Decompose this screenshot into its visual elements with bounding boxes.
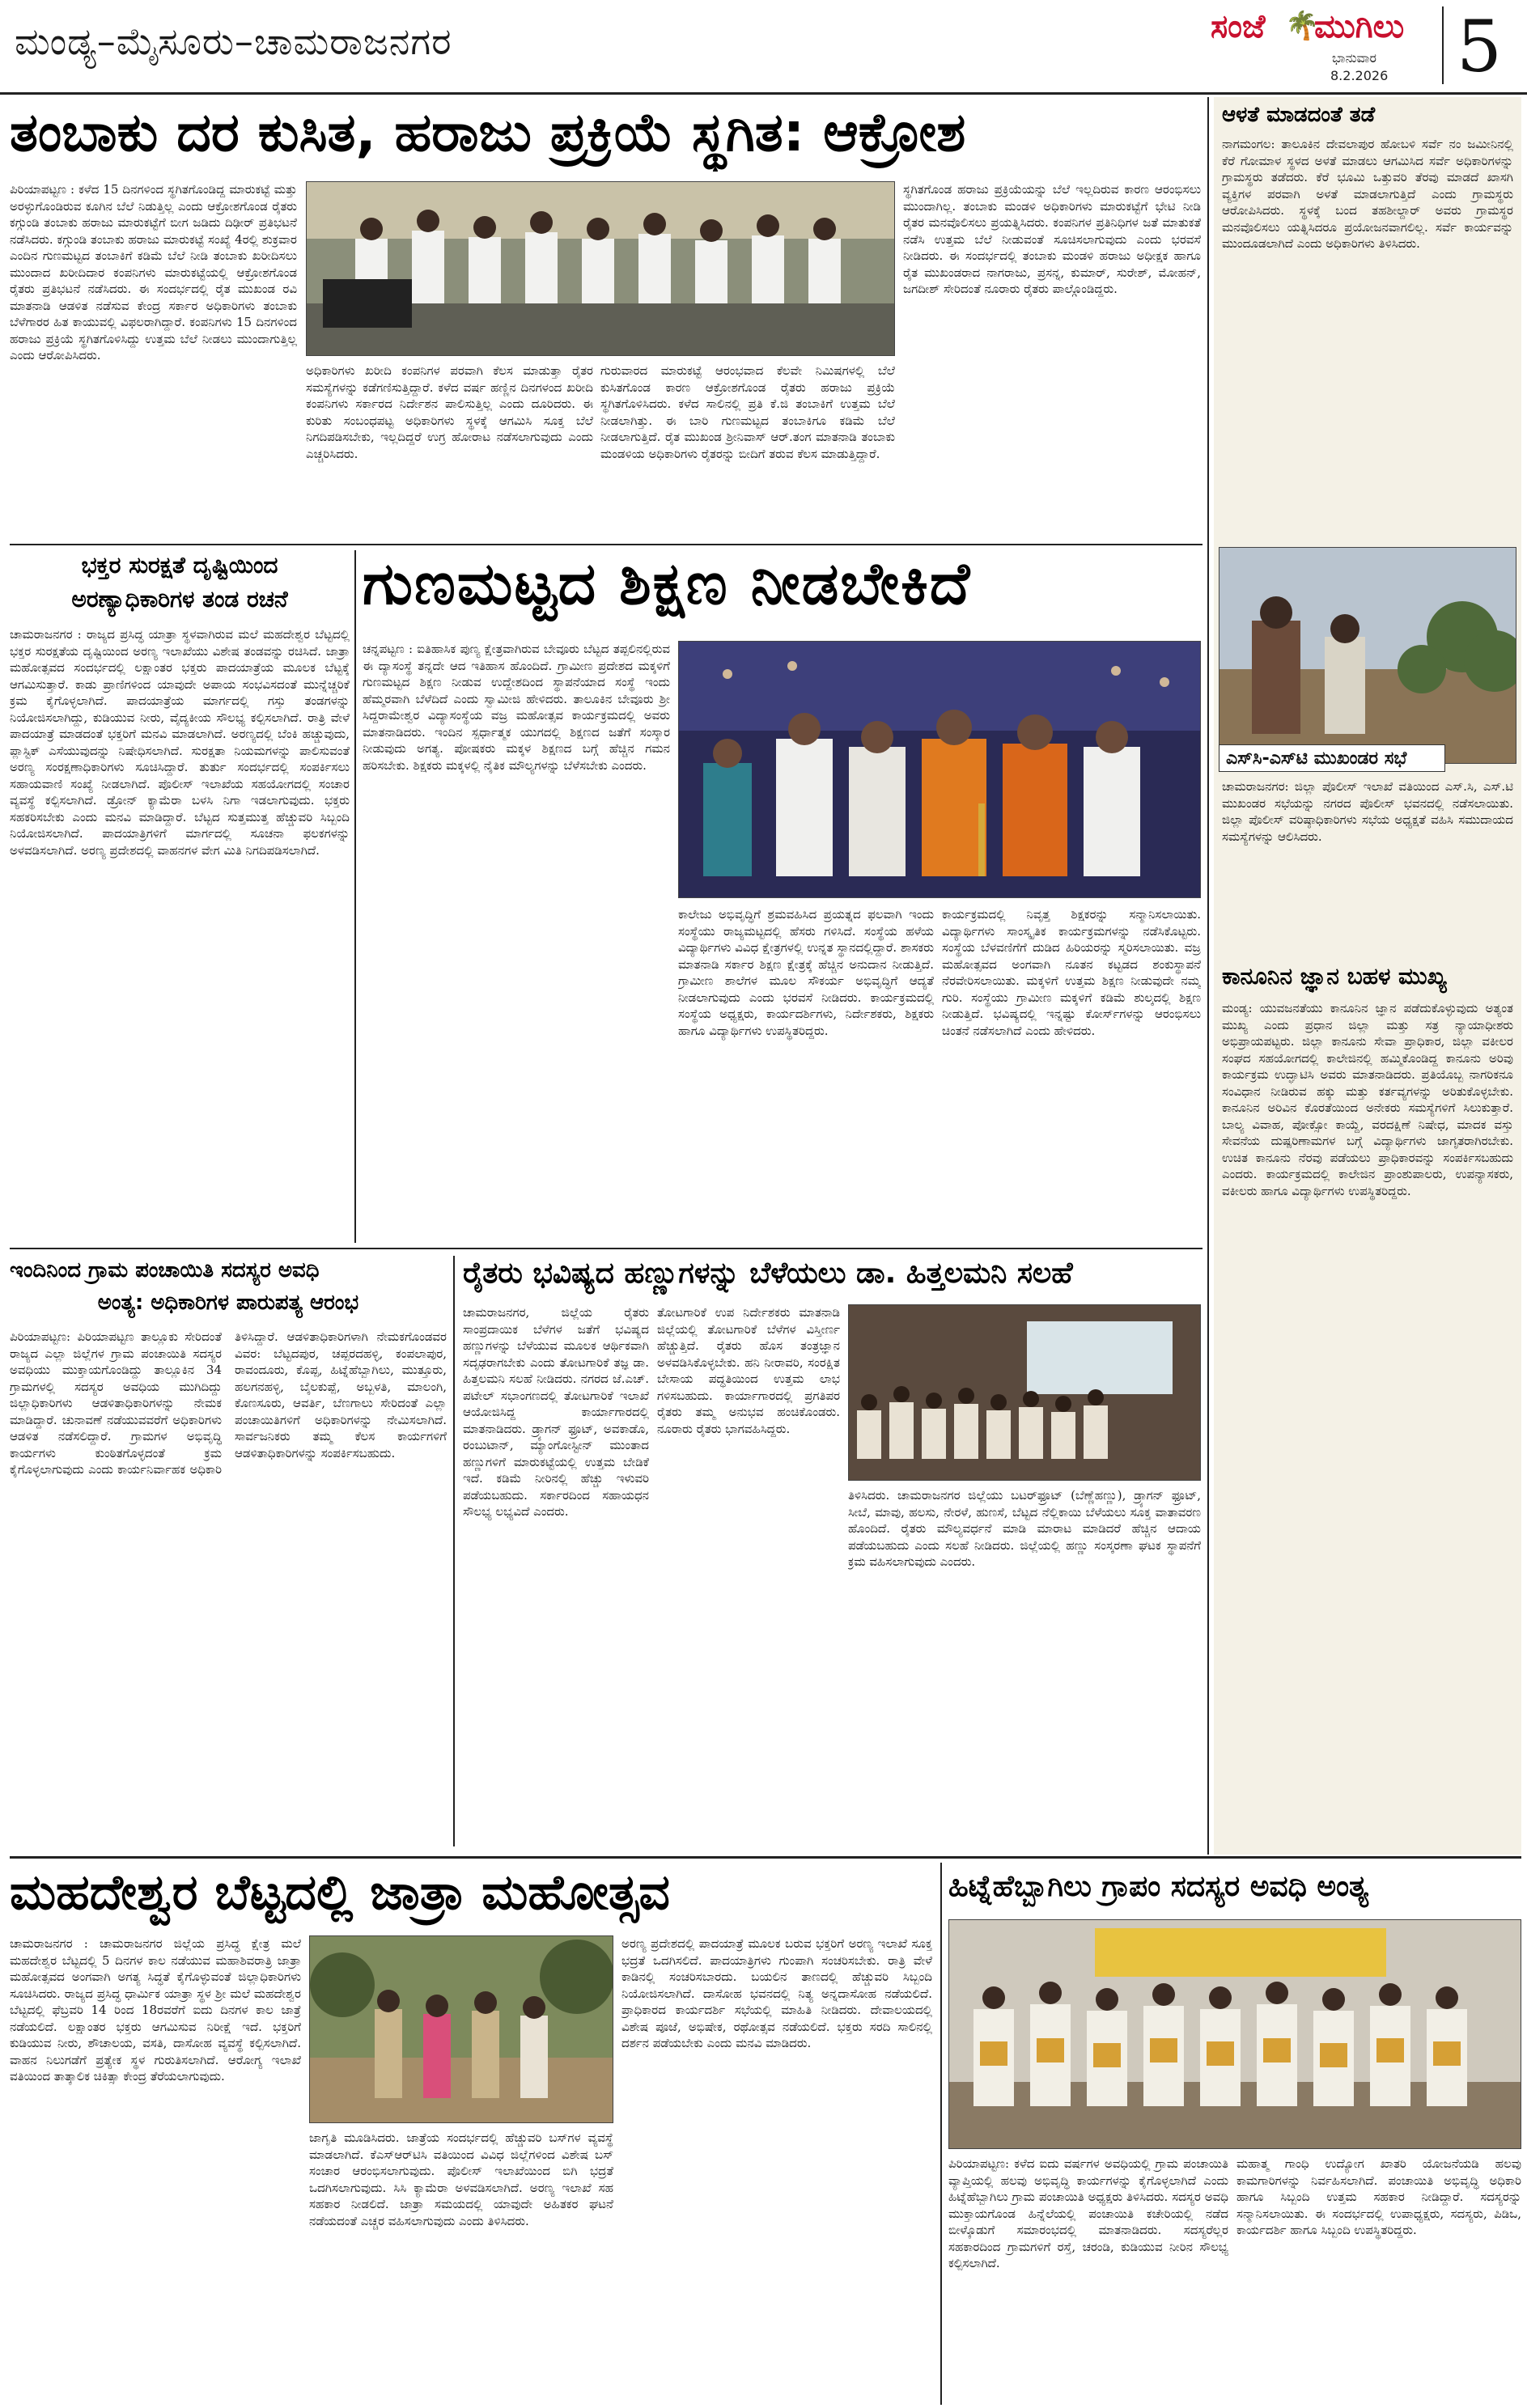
- story6-divider: [940, 1863, 942, 2405]
- panchayat-group-illustration: [949, 1920, 1521, 2149]
- story5-col3: ತಿಳಿಸಿದರು. ಚಾಮರಾಜನಗರ ಜಿಲ್ಲೆಯು ಬಟರ್‌ಫ್ರೂಟ್ (ಬೆಣ್ಣೆಹಣ್ಣು), ಡ್ರ್ಯಾಗನ್ ಫ್ರೂಟ್, ಸೀಬೆ, ಮಾವು, ಹಲಸು, ನೇರಳೆ, ಹುಣಸೆ, ಬೆಟ್ಟದ ನೆಲ್ಲಿಕಾಯಿ ಬೆಳೆಯಲು ಸೂಕ್ತ ವಾತಾವರಣ ಹೊಂದಿದೆ. ರೈತರು ಮೌಲ್ಯವರ್ಧನೆ ಮಾಡಿ ಮಾರಾಟ ಮಾಡಿದರೆ ಹೆಚ್ಚಿನ ಆದಾಯ ಪಡೆಯಬಹುದು ಎಂದು ಸಲಹೆ ನೀಡಿದರು. ಜಿಲ್ಲೆಯಲ್ಲಿ ಹಣ್ಣು ಸಂಸ್ಕರಣಾ ಘಟಕ ಸ್ಥಾಪನೆಗೆ ಕ್ರಮ ವಹಿಸಲಾಗುವುದು ಎಂದರು.: [848, 1488, 1201, 1569]
- palm-icon: 🌴: [1285, 10, 1320, 42]
- temple-officials-illustration: [310, 1936, 613, 2123]
- story4-divider: [453, 1256, 455, 1846]
- section-title-text: ಮಂಡ್ಯ–ಮೈಸೂರು–ಚಾಮರಾಜನಗರ: [15, 19, 452, 63]
- sidebar-meeting-illustration: [1219, 548, 1516, 764]
- middle-rule: [10, 1248, 1203, 1249]
- story1-headline: ತಂಬಾಕು ದರ ಕುಸಿತ, ಹರಾಜು ಪ್ರಕ್ರಿಯೆ ಸ್ಥಗಿತ: ಆಕ್ರೋಶ: [10, 104, 966, 163]
- masthead: [0, 0, 1527, 91]
- sidebar-mid-headline: ಎಸ್‌ಸಿ-ಎಸ್‌ಟಿ ಮುಖಂಡರ ಸಭೆ: [1219, 744, 1445, 772]
- farmers-workshop-illustration: [849, 1305, 1201, 1481]
- brand-logo: [1211, 5, 1429, 86]
- story4-headline-line2: ಅಂತ್ಯ: ಅಧಿಕಾರಿಗಳ ಪಾರುಪತ್ಯ ಆರಂಭ: [97, 1291, 359, 1315]
- sidebar-meeting-photo: [1219, 547, 1516, 764]
- story2-divider: [354, 550, 356, 1243]
- story4-headline-line1: ಇಂದಿನಿಂದ ಗ್ರಾಮ ಪಂಚಾಯಿತಿ ಸದಸ್ಯರ ಅವಧಿ: [10, 1259, 320, 1282]
- story1-col3: ಗುರುವಾರದ ಮಾರುಕಟ್ಟೆ ಆರಂಭವಾದ ಕೆಲವೇ ನಿಮಿಷಗಳಲ್ಲಿ ಬೆಲೆ ಕುಸಿತಗೊಂಡ ಕಾರಣ ಆಕ್ರೋಶಗೊಂಡ ರೈತರು ಹರಾಜು ಪ್ರಕ್ರಿಯೆ ಸ್ಥಗಿತಗೊಳಿಸಿದರು. ಕಳೆದ ಸಾಲಿನಲ್ಲಿ ಪ್ರತಿ ಕೆ.ಜಿ ತಂಬಾಕಿಗೆ ಉತ್ತಮ ಬೆಲೆ ನೀಡಲಾಗಿತ್ತು. ಈ ಬಾರಿ ಗುಣಮಟ್ಟದ ತಂಬಾಕಿಗೂ ಕಡಿಮೆ ಬೆಲೆ ನೀಡಲಾಗುತ್ತಿದೆ. ರೈತ ಮುಖಂಡ ಶ್ರೀನಿವಾಸ್ ಆರ್.ತಂಗ ಮಾತನಾಡಿ ತಂಬಾಕು ಮಂಡಳಿಯ ಅಧಿಕಾರಿಗಳು ರೈತರನ್ನು ಬೀದಿಗೆ ತರುವ ಕೆಲಸ ಮಾಡುತ್ತಿದ್ದಾರೆ.: [600, 363, 895, 461]
- education-event-photo: [678, 641, 1201, 898]
- story2-body: ಚಾಮರಾಜನಗರ : ರಾಜ್ಯದ ಪ್ರಸಿದ್ಧ ಯಾತ್ರಾ ಸ್ಥಳವಾಗಿರುವ ಮಲೆ ಮಹದೇಶ್ವರ ಬೆಟ್ಟದಲ್ಲಿ ಭಕ್ತರ ಸುರಕ್ಷತೆಯ ದೃಷ್ಟಿಯಿಂದ ಅರಣ್ಯ ಇಲಾಖೆಯು ವಿಶೇಷ ತಂಡವನ್ನು ರಚಿಸಿದೆ. ಜಾತ್ರಾ ಮಹೋತ್ಸವದ ಸಂದರ್ಭದಲ್ಲಿ ಲಕ್ಷಾಂತರ ಭಕ್ತರು ಪಾದಯಾತ್ರೆಯ ಮೂಲಕ ಬೆಟ್ಟಕ್ಕೆ ಆಗಮಿಸುತ್ತಾರೆ. ಕಾಡು ಪ್ರಾಣಿಗಳಿಂದ ಯಾವುದೇ ಅಪಾಯ ಸಂಭವಿಸದಂತೆ ಮುನ್ನೆಚ್ಚರಿಕೆ ಕ್ರಮ ಕೈಗೊಳ್ಳಲಾಗಿದೆ. ಪಾದಯಾತ್ರೆಯ ಮಾರ್ಗದಲ್ಲಿ ಗಸ್ತು ತಂಡಗಳನ್ನು ನಿಯೋಜಿಸಲಾಗಿದ್ದು, ಕುಡಿಯುವ ನೀರು, ವೈದ್ಯಕೀಯ ಸೌಲಭ್ಯ ಕಲ್ಪಿಸಲಾಗಿದೆ. ರಾತ್ರಿ ವೇಳೆ ಪಾದಯಾತ್ರೆ ಮಾಡದಂತೆ ಭಕ್ತರಿಗೆ ಮನವಿ ಮಾಡಲಾಗಿದೆ. ಅರಣ್ಯದಲ್ಲಿ ಬೆಂಕಿ ಹಚ್ಚುವುದು, ಪ್ಲಾಸ್ಟಿಕ್ ಎಸೆಯುವುದನ್ನು ನಿಷೇಧಿಸಲಾಗಿದೆ. ಸುರಕ್ಷತಾ ನಿಯಮಗಳನ್ನು ಪಾಲಿಸುವಂತೆ ಅರಣ್ಯ ಸಂರಕ್ಷಣಾಧಿಕಾರಿಗಳು ಸೂಚಿಸಿದ್ದಾರೆ. ತುರ್ತು ಸಂದರ್ಭದಲ್ಲಿ ಸಂಪರ್ಕಿಸಲು ಸಹಾಯವಾಣಿ ಸಂಖ್ಯೆ ನೀಡಲಾಗಿದೆ. ಪೊಲೀಸ್ ಇಲಾಖೆಯ ಸಹಯೋಗದಲ್ಲಿ ಸಂಚಾರ ವ್ಯವಸ್ಥೆ ಕಲ್ಪಿಸಲಾಗಿದೆ. ಡ್ರೋನ್ ಕ್ಯಾಮೆರಾ ಬಳಸಿ ನಿಗಾ ಇಡಲಾಗುವುದು. ಭಕ್ತರು ಸಹಕರಿಸಬೇಕು ಎಂದು ಮನವಿ ಮಾಡಿದ್ದಾರೆ. ಬೆಟ್ಟದ ಸುತ್ತಮುತ್ತ ಹೆಚ್ಚುವರಿ ಸಿಬ್ಬಂದಿ ನಿಯೋಜಿಸಲಾಗಿದೆ. ಪಾದಯಾತ್ರಿಗಳಿಗೆ ಮಾರ್ಗದಲ್ಲಿ ಸೂಚನಾ ಫಲಕಗಳನ್ನು ಅಳವಡಿಸಲಾಗಿದೆ. ಅರಣ್ಯ ಪ್ರದೇಶದಲ್ಲಿ ವಾಹನಗಳ ವೇಗ ಮಿತಿ ನಿಗದಿಪಡಿಸಲಾಗಿದೆ.: [10, 627, 350, 858]
- tobacco-protest-photo: [306, 181, 895, 356]
- story5-col1: ಚಾಮರಾಜನಗರ, ಜಿಲ್ಲೆಯ ರೈತರು ಸಾಂಪ್ರದಾಯಿಕ ಬೆಳೆಗಳ ಜತೆಗೆ ಭವಿಷ್ಯದ ಹಣ್ಣುಗಳನ್ನು ಬೆಳೆಯುವ ಮೂಲಕ ಆರ್ಥಿಕವಾಗಿ ಸದೃಢರಾಗಬೇಕು ಎಂದು ತೋಟಗಾರಿಕೆ ತಜ್ಞ ಡಾ. ಹಿತ್ತಲಮನಿ ಸಲಹೆ ನೀಡಿದರು. ನಗರದ ಜೆ.ಎಚ್. ಪಟೇಲ್ ಸಭಾಂಗಣದಲ್ಲಿ ತೋಟಗಾರಿಕೆ ಇಲಾಖೆ ಆಯೋಜಿಸಿದ್ದ ಕಾರ್ಯಾಗಾರದಲ್ಲಿ ಮಾತನಾಡಿದರು. ಡ್ರ್ಯಾಗನ್ ಫ್ರೂಟ್, ಅವಕಾಡೊ, ರಂಬುಟಾನ್, ಮ್ಯಾಂಗೋಸ್ಟೀನ್ ಮುಂತಾದ ಹಣ್ಣುಗಳಿಗೆ ಮಾರುಕಟ್ಟೆಯಲ್ಲಿ ಉತ್ತಮ ಬೇಡಿಕೆ ಇದೆ. ಕಡಿಮೆ ನೀರಿನಲ್ಲಿ ಹೆಚ್ಚು ಇಳುವರಿ ಪಡೆಯಬಹುದು. ಸರ್ಕಾರದಿಂದ ಸಹಾಯಧನ ಸೌಲಭ್ಯ ಲಭ್ಯವಿದೆ ಎಂದರು.: [463, 1305, 649, 1519]
- brand-right: ಮುಗಿಲು: [1314, 8, 1405, 45]
- masthead-rule: [0, 92, 1527, 95]
- story5-headline: ರೈತರು ಭವಿಷ್ಯದ ಹಣ್ಣುಗಳನ್ನು ಬೆಳೆಯಲು ಡಾ. ಹಿತ್ತಲಮನಿ ಸಲಹೆ: [463, 1257, 1073, 1290]
- story1-col2: ಅಧಿಕಾರಿಗಳು ಖರೀದಿ ಕಂಪನಿಗಳ ಪರವಾಗಿ ಕೆಲಸ ಮಾಡುತ್ತಾ ರೈತರ ಸಮಸ್ಯೆಗಳನ್ನು ಕಡೆಗಣಿಸುತ್ತಿದ್ದಾರೆ. ಕಳೆದ ವರ್ಷ ಹಣ್ಣಿನ ದಿನಗಳಂದ ಖರೀದಿ ಕಂಪನಿಗಳು ಸರ್ಕಾರದ ನಿರ್ದೇಶನ ಪಾಲಿಸುತ್ತಿಲ್ಲ ಎಂದು ದೂರಿದರು. ಈ ಕುರಿತು ಸಂಬಂಧಪಟ್ಟ ಅಧಿಕಾರಿಗಳು ಸ್ಥಳಕ್ಕೆ ಆಗಮಿಸಿ ಸೂಕ್ತ ಬೆಲೆ ನಿಗದಿಪಡಿಸಬೇಕು, ಇಲ್ಲದಿದ್ದರೆ ಉಗ್ರ ಹೋರಾಟ ನಡೆಸಲಾಗುವುದು ಎಂದು ಎಚ್ಚರಿಸಿದರು.: [306, 363, 593, 461]
- story1-col1: ಪಿರಿಯಾಪಟ್ಟಣ : ಕಳೆದ 15 ದಿನಗಳಿಂದ ಸ್ಥಗಿತಗೊಂಡಿದ್ದ ಮಾರುಕಟ್ಟೆ ಮತ್ತು ಅರಳ್ಳುಗೊಂಡಿರುವ ಕೂಗಿನ ಬೆಲೆ ನಿಡುತ್ತಿಲ್ಲ ಎಂದು ಆಕ್ರೋಶಗೊಂಡ ರೈತರು ಕಗ್ಗುಂಡಿ ತಂಬಾಕು ಹರಾಜು ಮಾರುಕಟ್ಟೆಗೆ ಬೀಗ ಜಡಿದು ದಿಢೀರ್ ಪ್ರತಿಭಟನೆ ನಡೆಸಿದರು. ಕಗ್ಗುಂಡಿ ತಂಬಾಕು ಹರಾಜು ಮಾರುಕಟ್ಟೆ ಸಂಖ್ಯೆ 4ರಲ್ಲಿ ಶುಕ್ರವಾರ ಎಂದಿನ ಗುಣಮಟ್ಟದ ತಂಬಾಕಿಗೆ ಕಡಿಮೆ ಬೆಲೆ ನೀಡಿ ತಂಬಾಕು ಖರೀದಿಸಲು ಮುಂದಾದ ಖರೀದಿದಾರ ಕಂಪನಿಗಳು ಮಾರುಕಟ್ಟೆಯಲ್ಲಿ ಆಕ್ರೋಶಗೊಂಡ ರೈತರು ಪ್ರತಿಭಟನೆ ನಡೆಸಿದರು. ಈ ಸಂದರ್ಭದಲ್ಲಿ ರೈತ ಮುಖಂಡ ರವಿ ಮಾತನಾಡಿ ಆಡಳಿತ ನಡೆಸುವ ಕೇಂದ್ರ ಸರ್ಕಾರ ಅಧಿಕಾರಿಗಳು ತಂಬಾಕು ಬೆಳೆಗಾರರ ಹಿತ ಕಾಯುವಲ್ಲಿ ವಿಫಲರಾಗಿದ್ದಾರೆ. ಕಂಪನಿಗಳು 15 ದಿನಗಳಿಂದ ಹರಾಜು ಪ್ರಕ್ರಿಯೆ ಸ್ಥಗಿತಗೊಳಿಸಿದ್ದು ಉತ್ತಮ ಬೆಲೆ ನೀಡಲು ಮುಂದಾಗುತ್ತಿಲ್ಲ ಎಂದು ಆರೋಪಿಸಿದರು.: [10, 182, 297, 362]
- sidebar-divider: [1207, 97, 1209, 1855]
- story3-headline: ಗುಣಮಟ್ಟದ ಶಿಕ್ಷಣ ನೀಡಬೇಕಿದೆ: [363, 552, 972, 617]
- story3-col1: ಚನ್ನಪಟ್ಟಣ : ಐತಿಹಾಸಿಕ ಪುಣ್ಯ ಕ್ಷೇತ್ರವಾಗಿರುವ ಬೇವೂರು ಬೆಟ್ಟದ ತಪ್ಪಲಿನಲ್ಲಿರುವ ಈ ದ್ಯಾಸಂಸ್ಥೆ ತನ್ನದೇ ಆದ ಇತಿಹಾಸ ಹೊಂದಿದೆ. ಗ್ರಾಮೀಣ ಪ್ರದೇಶದ ಮಕ್ಕಳಿಗೆ ಗುಣಮಟ್ಟದ ಶಿಕ್ಷಣ ನೀಡುವ ಉದ್ದೇಶದಿಂದ ಸ್ಥಾಪನೆಯಾದ ಸಂಸ್ಥೆ ಇಂದು ಹೆಮ್ಮರವಾಗಿ ಬೆಳೆದಿದೆ ಎಂದು ಸ್ವಾಮೀಜಿ ಹೇಳಿದರು. ತಾಲೂಕಿನ ಬೇವೂರು ಶ್ರೀ ಸಿದ್ದರಾಮೇಶ್ವರ ವಿದ್ಯಾಸಂಸ್ಥೆಯ ವಜ್ರ ಮಹೋತ್ಸವ ಕಾರ್ಯಕ್ರಮದಲ್ಲಿ ಅವರು ಮಾತನಾಡಿದರು. ಇಂದಿನ ಸ್ಪರ್ಧಾತ್ಮಕ ಯುಗದಲ್ಲಿ ಶಿಕ್ಷಣದ ಜತೆಗೆ ಸಂಸ್ಕಾರ ನೀಡುವುದು ಅಗತ್ಯ. ಪೋಷಕರು ಮಕ್ಕಳ ಶಿಕ್ಷಣದ ಬಗ್ಗೆ ಹೆಚ್ಚಿನ ಗಮನ ಹರಿಸಬೇಕು. ಶಿಕ್ಷಕರು ಮಕ್ಕಳಲ್ಲಿ ನೈತಿಕ ಮೌಲ್ಯಗಳನ್ನು ಬೆಳೆಸಬೇಕು ಎಂದರು.: [363, 642, 670, 773]
- story6-col2: ಜಾಗೃತಿ ಮೂಡಿಸಿದರು. ಜಾತ್ರೆಯ ಸಂದರ್ಭದಲ್ಲಿ ಹೆಚ್ಚುವರಿ ಬಸ್‌ಗಳ ವ್ಯವಸ್ಥೆ ಮಾಡಲಾಗಿದೆ. ಕೆಎಸ್‌ಆರ್‌ಟಿಸಿ ವತಿಯಿಂದ ವಿವಿಧ ಜಿಲ್ಲೆಗಳಿಂದ ವಿಶೇಷ ಬಸ್ ಸಂಚಾರ ಆರಂಭಿಸಲಾಗುವುದು. ಪೊಲೀಸ್ ಇಲಾಖೆಯಿಂದ ಬಿಗಿ ಭದ್ರತೆ ಒದಗಿಸಲಾಗುವುದು. ಸಿಸಿ ಕ್ಯಾಮೆರಾ ಅಳವಡಿಸಲಾಗಿದೆ. ಅರಣ್ಯ ಇಲಾಖೆ ಸಹ ಸಹಕಾರ ನೀಡಲಿದೆ. ಜಾತ್ರಾ ಸಮಯದಲ್ಲಿ ಯಾವುದೇ ಅಹಿತಕರ ಘಟನೆ ನಡೆಯದಂತೆ ಎಚ್ಚರ ವಹಿಸಲಾಗುವುದು ಎಂದು ತಿಳಿಸಿದರು.: [309, 2130, 613, 2228]
- issue-date: 8.2.2026: [1330, 68, 1389, 83]
- panchayat-group-photo: [948, 1919, 1521, 2149]
- story7-col1: ಪಿರಿಯಾಪಟ್ಟಣ: ಕಳೆದ ಐದು ವರ್ಷಗಳ ಅವಧಿಯಲ್ಲಿ ಗ್ರಾಮ ಪಂಚಾಯಿತಿ ವ್ಯಾಪ್ತಿಯಲ್ಲಿ ಹಲವು ಅಭಿವೃದ್ಧಿ ಕಾರ್ಯಗಳನ್ನು ಕೈಗೊಳ್ಳಲಾಗಿದೆ ಎಂದು ಹಿಟ್ನೆಹೆಬ್ಬಾಗಿಲು ಗ್ರಾಮ ಪಂಚಾಯಿತಿ ಅಧ್ಯಕ್ಷರು ತಿಳಿಸಿದರು. ಸದಸ್ಯರ ಅವಧಿ ಮುಕ್ತಾಯಗೊಂಡ ಹಿನ್ನೆಲೆಯಲ್ಲಿ ಪಂಚಾಯಿತಿ ಕಚೇರಿಯಲ್ಲಿ ನಡೆದ ಬೀಳ್ಕೊಡುಗೆ ಸಮಾರಂಭದಲ್ಲಿ ಮಾತನಾಡಿದರು. ಸದಸ್ಯರೆಲ್ಲರ ಸಹಕಾರದಿಂದ ಗ್ರಾಮಗಳಿಗೆ ರಸ್ತೆ, ಚರಂಡಿ, ಕುಡಿಯುವ ನೀರಿನ ಸೌಲಭ್ಯ ಕಲ್ಪಿಸಲಾಗಿದೆ.: [948, 2156, 1228, 2270]
- story5-col2: ತೋಟಗಾರಿಕೆ ಉಪ ನಿರ್ದೇಶಕರು ಮಾತನಾಡಿ ಜಿಲ್ಲೆಯಲ್ಲಿ ತೋಟಗಾರಿಕೆ ಬೆಳೆಗಳ ವಿಸ್ತೀರ್ಣ ಹೆಚ್ಚುತ್ತಿದೆ. ರೈತರು ಹೊಸ ತಂತ್ರಜ್ಞಾನ ಅಳವಡಿಸಿಕೊಳ್ಳಬೇಕು. ಹನಿ ನೀರಾವರಿ, ಸಂರಕ್ಷಿತ ಬೇಸಾಯ ಪದ್ಧತಿಯಿಂದ ಉತ್ತಮ ಲಾಭ ಗಳಿಸಬಹುದು. ಕಾರ್ಯಾಗಾರದಲ್ಲಿ ಪ್ರಗತಿಪರ ರೈತರು ತಮ್ಮ ಅನುಭವ ಹಂಚಿಕೊಂಡರು. ನೂರಾರು ರೈತರು ಭಾಗವಹಿಸಿದ್ದರು.: [657, 1305, 840, 1436]
- story1-col4: ಸ್ಥಗಿತಗೊಂಡ ಹರಾಜು ಪ್ರಕ್ರಿಯೆಯನ್ನು ಬೆಲೆ ಇಲ್ಲದಿರುವ ಕಾರಣ ಆರಂಭಿಸಲು ಮುಂದಾಗಿಲ್ಲ. ತಂಬಾಕು ಮಂಡಳಿ ಅಧಿಕಾರಿಗಳು ಮಾರುಕಟ್ಟೆಗೆ ಭೇಟಿ ನೀಡಿ ರೈತರ ಮನವೊಲಿಸಲು ಪ್ರಯತ್ನಿಸಿದರು. ಕಂಪನಿಗಳ ಪ್ರತಿನಿಧಿಗಳ ಜತೆ ಮಾತುಕತೆ ನಡೆಸಿ ಉತ್ತಮ ಬೆಲೆ ನೀಡುವಂತೆ ಸೂಚಿಸಲಾಗುವುದು ಎಂದು ಭರವಸೆ ನೀಡಿದರು. ಈ ಸಂದರ್ಭದಲ್ಲಿ ತಂಬಾಕು ಮಂಡಳಿ ಹರಾಜು ಅಧೀಕ್ಷಕ ಹಾಗೂ ರೈತ ಮುಖಂಡರಾದ ನಾಗರಾಜು, ಪ್ರಸನ್ನ, ಕುಮಾರ್, ಸುರೇಶ್, ಮೋಹನ್, ಜಗದೀಶ್ ಸೇರಿದಂತೆ ನೂರಾರು ರೈತರು ಪಾಲ್ಗೊಂಡಿದ್ದರು.: [903, 182, 1201, 296]
- story3-col3: ಕಾರ್ಯಕ್ರಮದಲ್ಲಿ ನಿವೃತ್ತ ಶಿಕ್ಷಕರನ್ನು ಸನ್ಮಾನಿಸಲಾಯಿತು. ವಿದ್ಯಾರ್ಥಿಗಳು ಸಾಂಸ್ಕೃತಿಕ ಕಾರ್ಯಕ್ರಮಗಳನ್ನು ನಡೆಸಿಕೊಟ್ಟರು. ಸಂಸ್ಥೆಯ ಬೆಳವಣಿಗೆಗೆ ದುಡಿದ ಹಿರಿಯರನ್ನು ಸ್ಮರಿಸಲಾಯಿತು. ವಜ್ರ ಮಹೋತ್ಸವದ ಅಂಗವಾಗಿ ನೂತನ ಕಟ್ಟಡದ ಶಂಕುಸ್ಥಾಪನೆ ನೆರವೇರಿಸಲಾಯಿತು. ಮಕ್ಕಳಿಗೆ ಉತ್ತಮ ಶಿಕ್ಷಣ ನೀಡುವುದೇ ನಮ್ಮ ಗುರಿ. ಸಂಸ್ಥೆಯು ಗ್ರಾಮೀಣ ಮಕ್ಕಳಿಗೆ ಕಡಿಮೆ ಶುಲ್ಕದಲ್ಲಿ ಶಿಕ್ಷಣ ನೀಡುತ್ತಿದೆ. ಭವಿಷ್ಯದಲ್ಲಿ ಇನ್ನಷ್ಟು ಕೋರ್ಸ್‌ಗಳನ್ನು ಆರಂಭಿಸಲು ಚಿಂತನೆ ನಡೆಸಲಾಗಿದೆ ಎಂದು ಹೇಳಿದರು.: [942, 907, 1201, 1038]
- story4-body: ಪಿರಿಯಾಪಟ್ಟಣ: ಪಿರಿಯಾಪಟ್ಟಣ ತಾಲ್ಲೂಕು ಸೇರಿದಂತೆ ರಾಜ್ಯದ ಎಲ್ಲಾ ಜಿಲ್ಲೆಗಳ ಗ್ರಾಮ ಪಂಚಾಯಿತಿ ಸದಸ್ಯರ ಅವಧಿಯು ಮುಕ್ತಾಯಗೊಂಡಿದ್ದು ತಾಲ್ಲೂಕಿನ 34 ಗ್ರಾಮಗಳಲ್ಲಿ ಸದಸ್ಯರ ಅವಧಿಯ ಮುಗಿದಿದ್ದು ಜಿಲ್ಲಾಧಿಕಾರಿಗಳು ಆಡಳಿತಾಧಿಕಾರಿಗಳನ್ನು ನೇಮಕ ಮಾಡಿದ್ದಾರೆ. ಚುನಾವಣೆ ನಡೆಯುವವರೆಗೆ ಅಧಿಕಾರಿಗಳು ಆಡಳಿತ ನಡೆಸಲಿದ್ದಾರೆ. ಗ್ರಾಮಗಳ ಅಭಿವೃದ್ಧಿ ಕಾರ್ಯಗಳು ಕುಂಠಿತಗೊಳ್ಳದಂತೆ ಕ್ರಮ ಕೈಗೊಳ್ಳಲಾಗುವುದು ಎಂದು ಕಾರ್ಯನಿರ್ವಾಹಕ ಅಧಿಕಾರಿ ತಿಳಿಸಿದ್ದಾರೆ. ಆಡಳಿತಾಧಿಕಾರಿಗಳಾಗಿ ನೇಮಕಗೊಂಡವರ ವಿವರ: ಬೆಟ್ಟದಪುರ, ಚಪ್ಪರದಹಳ್ಳಿ, ಕಂಪಲಾಪುರ, ರಾವಂದೂರು, ಕೊಪ್ಪ, ಹಿಟ್ನೆಹೆಬ್ಬಾಗಿಲು, ಮುತ್ತೂರು, ಹಲಗನಹಳ್ಳಿ, ಬೈಲಕುಪ್ಪೆ, ಅಬ್ಬಳತಿ, ಮಾಲಂಗಿ, ಕೊಣಸೂರು, ಆವರ್ತಿ, ಬೆಣಗಾಲು ಸೇರಿದಂತೆ ಎಲ್ಲಾ ಪಂಚಾಯಿತಿಗಳಿಗೆ ಅಧಿಕಾರಿಗಳನ್ನು ನೇಮಿಸಲಾಗಿದೆ. ಸಾರ್ವಜನಿಕರು ತಮ್ಮ ಕೆಲಸ ಕಾರ್ಯಗಳಿಗೆ ಆಡಳಿತಾಧಿಕಾರಿಗಳನ್ನು ಸಂಪರ್ಕಿಸಬಹುದು.: [10, 1329, 447, 1477]
- story7-col2: ಮಹಾತ್ಮ ಗಾಂಧಿ ಉದ್ಯೋಗ ಖಾತರಿ ಯೋಜನೆಯಡಿ ಹಲವು ಕಾಮಗಾರಿಗಳನ್ನು ನಿರ್ವಹಿಸಲಾಗಿದೆ. ಪಂಚಾಯಿತಿ ಅಭಿವೃದ್ಧಿ ಅಧಿಕಾರಿ ಹಾಗೂ ಸಿಬ್ಬಂದಿ ಉತ್ತಮ ಸಹಕಾರ ನೀಡಿದ್ದಾರೆ. ಸದಸ್ಯರನ್ನು ಸನ್ಮಾನಿಸಲಾಯಿತು. ಈ ಸಂದರ್ಭದಲ್ಲಿ ಉಪಾಧ್ಯಕ್ಷರು, ಸದಸ್ಯರು, ಪಿಡಿಒ, ಕಾರ್ಯದರ್ಶಿ ಹಾಗೂ ಸಿಬ್ಬಂದಿ ಉಪಸ್ಥಿತರಿದ್ದರು.: [1236, 2156, 1521, 2237]
- story6-col3: ಅರಣ್ಯ ಪ್ರದೇಶದಲ್ಲಿ ಪಾದಯಾತ್ರೆ ಮೂಲಕ ಬರುವ ಭಕ್ತರಿಗೆ ಅರಣ್ಯ ಇಲಾಖೆ ಸೂಕ್ತ ಭದ್ರತೆ ಒದಗಿಸಲಿದೆ. ಪಾದಯಾತ್ರಿಗಳು ಗುಂಪಾಗಿ ಸಂಚರಿಸಬೇಕು. ರಾತ್ರಿ ವೇಳೆ ಕಾಡಿನಲ್ಲಿ ಸಂಚರಿಸಬಾರದು. ಬಯಲಿನ ತಾಣದಲ್ಲಿ ಹೆಚ್ಚುವರಿ ಸಿಬ್ಬಂದಿ ನಿಯೋಜಿಸಲಾಗಿದೆ. ದಾಸೋಹ ಭವನದಲ್ಲಿ ನಿತ್ಯ ಅನ್ನದಾಸೋಹ ನಡೆಯಲಿದೆ. ಪ್ರಾಧಿಕಾರದ ಕಾರ್ಯದರ್ಶಿ ಸಭೆಯಲ್ಲಿ ಮಾಹಿತಿ ನೀಡಿದರು. ದೇವಾಲಯದಲ್ಲಿ ವಿಶೇಷ ಪೂಜೆ, ಅಭಿಷೇಕ, ರಥೋತ್ಸವ ನಡೆಯಲಿದೆ. ಭಕ್ತರು ಸರದಿ ಸಾಲಿನಲ್ಲಿ ದರ್ಶನ ಪಡೆಯಬೇಕು ಎಂದು ಮನವಿ ಮಾಡಿದರು.: [621, 1936, 932, 2050]
- story6-headline: ಮಹದೇಶ್ವರ ಬೆಟ್ಟದಲ್ಲಿ ಜಾತ್ರಾ ಮಹೋತ್ಸವ: [10, 1866, 670, 1921]
- temple-officials-photo: [309, 1935, 613, 2123]
- story2-headline-line1: ಭಕ್ತರ ಸುರಕ್ಷತೆ ದೃಷ್ಟಿಯಿಂದ: [81, 553, 278, 579]
- story2-headline-line2: ಅರಣ್ಯಾಧಿಕಾರಿಗಳ ತಂಡ ರಚನೆ: [71, 587, 288, 613]
- farmers-workshop-photo: [848, 1304, 1201, 1481]
- sidebar-top-headline: ಆಳತೆ ಮಾಡದಂತೆ ತಡೆ: [1222, 104, 1376, 127]
- education-event-illustration: [679, 642, 1201, 898]
- sidebar-top-body: ನಾಗಮಂಗಲ: ತಾಲೂಕಿನ ದೇವಲಾಪುರ ಹೋಬಳಿ ಸರ್ವೆ ನಂ ಜಮೀನಿನಲ್ಲಿ ಕೆರೆ ಗೋಮಾಳ ಸ್ಥಳದ ಅಳತೆ ಮಾಡಲು ಆಗಮಿಸಿದ ಸರ್ವೆ ಅಧಿಕಾರಿಗಳನ್ನು ಗ್ರಾಮಸ್ಥರು ತಡೆದರು. ಕೆರೆ ಭೂಮಿ ಒತ್ತುವರಿ ತೆರವು ಮಾಡದೆ ಖಾಸಗಿ ವ್ಯಕ್ತಿಗಳ ಪರವಾಗಿ ಅಳತೆ ಮಾಡಲಾಗುತ್ತಿದೆ ಎಂದು ಗ್ರಾಮಸ್ಥರು ಆರೋಪಿಸಿದರು. ಸ್ಥಳಕ್ಕೆ ಬಂದ ತಹಶೀಲ್ದಾರ್ ಅವರು ಗ್ರಾಮಸ್ಥರ ಮನವೊಲಿಸಲು ಯತ್ನಿಸಿದರೂ ಪ್ರಯೋಜನವಾಗಲಿಲ್ಲ. ಸರ್ವೆ ಕಾರ್ಯವನ್ನು ಮುಂದೂಡಲಾಗಿದೆ ಎಂದು ಅಧಿಕಾರಿಗಳು ತಿಳಿಸಿದರು.: [1222, 137, 1513, 251]
- page-number: 5: [1457, 5, 1502, 86]
- masthead-divider: [1442, 6, 1444, 84]
- story6-col1: ಚಾಮರಾಜನಗರ : ಚಾಮರಾಜನಗರ ಜಿಲ್ಲೆಯ ಪ್ರಸಿದ್ಧ ಕ್ಷೇತ್ರ ಮಲೆ ಮಹದೇಶ್ವರ ಬೆಟ್ಟದಲ್ಲಿ 5 ದಿನಗಳ ಕಾಲ ನಡೆಯುವ ಮಹಾಶಿವರಾತ್ರಿ ಜಾತ್ರಾ ಮಹೋತ್ಸವದ ಅಂಗವಾಗಿ ಅಗತ್ಯ ಸಿದ್ಧತೆ ಕೈಗೊಳ್ಳುವಂತೆ ಜಿಲ್ಲಾಧಿಕಾರಿಗಳು ಸೂಚಿಸಿದರು. ರಾಜ್ಯದ ಪ್ರಸಿದ್ಧ ಧಾರ್ಮಿಕ ಯಾತ್ರಾ ಸ್ಥಳ ಶ್ರೀ ಮಲೆ ಮಹದೇಶ್ವರ ಬೆಟ್ಟದಲ್ಲಿ ಫೆಬ್ರವರಿ 14 ರಿಂದ 18ರವರೆಗೆ ಐದು ದಿನಗಳ ಕಾಲ ಜಾತ್ರೆ ನಡೆಯಲಿದೆ. ಲಕ್ಷಾಂತರ ಭಕ್ತರು ಆಗಮಿಸುವ ನಿರೀಕ್ಷೆ ಇದೆ. ಭಕ್ತರಿಗೆ ಕುಡಿಯುವ ನೀರು, ಶೌಚಾಲಯ, ವಸತಿ, ದಾಸೋಹ ವ್ಯವಸ್ಥೆ ಕಲ್ಪಿಸಲಾಗಿದೆ. ವಾಹನ ನಿಲುಗಡೆಗೆ ಪ್ರತ್ಯೇಕ ಸ್ಥಳ ಗುರುತಿಸಲಾಗಿದೆ. ಆರೋಗ್ಯ ಇಲಾಖೆ ವತಿಯಿಂದ ತಾತ್ಕಾಲಿಕ ಚಿಕಿತ್ಸಾ ಕೇಂದ್ರ ತೆರೆಯಲಾಗುವುದು.: [10, 1936, 301, 2084]
- story3-col2: ಕಾಲೇಜು ಅಭಿವೃದ್ಧಿಗೆ ಶ್ರಮವಹಿಸಿದ ಪ್ರಯತ್ನದ ಫಲವಾಗಿ ಇಂದು ಸಂಸ್ಥೆಯು ರಾಜ್ಯಮಟ್ಟದಲ್ಲಿ ಹೆಸರು ಗಳಿಸಿದೆ. ಸಂಸ್ಥೆಯ ಹಳೆಯ ವಿದ್ಯಾರ್ಥಿಗಳು ವಿವಿಧ ಕ್ಷೇತ್ರಗಳಲ್ಲಿ ಉನ್ನತ ಸ್ಥಾನದಲ್ಲಿದ್ದಾರೆ. ಶಾಸಕರು ಮಾತನಾಡಿ ಸರ್ಕಾರ ಶಿಕ್ಷಣ ಕ್ಷೇತ್ರಕ್ಕೆ ಹೆಚ್ಚಿನ ಅನುದಾನ ನೀಡುತ್ತಿದೆ. ಗ್ರಾಮೀಣ ಶಾಲೆಗಳ ಮೂಲ ಸೌಕರ್ಯ ಅಭಿವೃದ್ಧಿಗೆ ಆದ್ಯತೆ ನೀಡಲಾಗುವುದು ಎಂದು ಭರವಸೆ ನೀಡಿದರು. ಕಾರ್ಯಕ್ರಮದಲ್ಲಿ ಸಂಸ್ಥೆಯ ಅಧ್ಯಕ್ಷರು, ಕಾರ್ಯದರ್ಶಿಗಳು, ನಿರ್ದೇಶಕರು, ಶಿಕ್ಷಕರು ಹಾಗೂ ವಿದ್ಯಾರ್ಥಿಗಳು ಉಪಸ್ಥಿತರಿದ್ದರು.: [678, 907, 934, 1038]
- sidebar-bottom-headline: ಕಾನೂನಿನ ಜ್ಞಾನ ಬಹಳ ಮುಖ್ಯ: [1222, 964, 1447, 990]
- tobacco-protest-illustration: [307, 182, 895, 356]
- brand-left: ಸಂಜೆ: [1211, 8, 1266, 45]
- sidebar-mid-body: ಚಾಮರಾಜನಗರ: ಜಿಲ್ಲಾ ಪೊಲೀಸ್ ಇಲಾಖೆ ವತಿಯಿಂದ ಎಸ್.ಸಿ, ಎಸ್.ಟಿ ಮುಖಂಡರ ಸಭೆಯನ್ನು ನಗರದ ಪೊಲೀಸ್ ಭವನದಲ್ಲಿ ನಡೆಸಲಾಯಿತು. ಜಿಲ್ಲಾ ಪೊಲೀಸ್ ವರಿಷ್ಠಾಧಿಕಾರಿಗಳು ಸಭೆಯ ಅಧ್ಯಕ್ಷತೆ ವಹಿಸಿ ಸಮುದಾಯದ ಸಮಸ್ಯೆಗಳನ್ನು ಆಲಿಸಿದರು.: [1222, 779, 1513, 844]
- story7-headline: ಹಿಟ್ನೆಹೆಬ್ಬಾಗಿಲು ಗ್ರಾಪಂ ಸದಸ್ಯರ ಅವಧಿ ಅಂತ್ಯ: [948, 1871, 1369, 1903]
- lower-rule: [10, 1856, 1521, 1859]
- story1-bottom-rule: [10, 544, 1203, 545]
- sidebar-bottom-body: ಮಂಡ್ಯ: ಯುವಜನತೆಯು ಕಾನೂನಿನ ಜ್ಞಾನ ಪಡೆದುಕೊಳ್ಳುವುದು ಅತ್ಯಂತ ಮುಖ್ಯ ಎಂದು ಪ್ರಧಾನ ಜಿಲ್ಲಾ ಮತ್ತು ಸತ್ರ ನ್ಯಾಯಾಧೀಶರು ಅಭಿಪ್ರಾಯಪಟ್ಟರು. ಜಿಲ್ಲಾ ಕಾನೂನು ಸೇವಾ ಪ್ರಾಧಿಕಾರ, ಜಿಲ್ಲಾ ವಕೀಲರ ಸಂಘದ ಸಹಯೋಗದಲ್ಲಿ ಕಾಲೇಜಿನಲ್ಲಿ ಹಮ್ಮಿಕೊಂಡಿದ್ದ ಕಾನೂನು ಅರಿವು ಕಾರ್ಯಕ್ರಮ ಉದ್ಘಾಟಿಸಿ ಅವರು ಮಾತನಾಡಿದರು. ಪ್ರತಿಯೊಬ್ಬ ನಾಗರಿಕನೂ ಸಂವಿಧಾನ ನೀಡಿರುವ ಹಕ್ಕು ಮತ್ತು ಕರ್ತವ್ಯಗಳನ್ನು ಅರಿತುಕೊಳ್ಳಬೇಕು. ಕಾನೂನಿನ ಅರಿವಿನ ಕೊರತೆಯಿಂದ ಅನೇಕರು ಸಮಸ್ಯೆಗಳಿಗೆ ಸಿಲುಕುತ್ತಾರೆ. ಬಾಲ್ಯ ವಿವಾಹ, ಪೋಕ್ಸೋ ಕಾಯ್ದೆ, ವರದಕ್ಷಿಣೆ ನಿಷೇಧ, ಮಾದಕ ವಸ್ತು ಸೇವನೆಯ ದುಷ್ಪರಿಣಾಮಗಳ ಬಗ್ಗೆ ವಿದ್ಯಾರ್ಥಿಗಳು ಜಾಗೃತರಾಗಿರಬೇಕು. ಉಚಿತ ಕಾನೂನು ನೆರವು ಪಡೆಯಲು ಪ್ರಾಧಿಕಾರವನ್ನು ಸಂಪರ್ಕಿಸಬಹುದು ಎಂದರು. ಕಾರ್ಯಕ್ರಮದಲ್ಲಿ ಕಾಲೇಜಿನ ಪ್ರಾಂಶುಪಾಲರು, ಉಪನ್ಯಾಸಕರು, ವಕೀಲರು ಹಾಗೂ ವಿದ್ಯಾರ್ಥಿಗಳು ಉಪಸ್ಥಿತರಿದ್ದರು.: [1222, 1001, 1513, 1198]
- section-title: [15, 19, 824, 76]
- issue-day: ಭಾನುವಾರ: [1332, 50, 1376, 66]
